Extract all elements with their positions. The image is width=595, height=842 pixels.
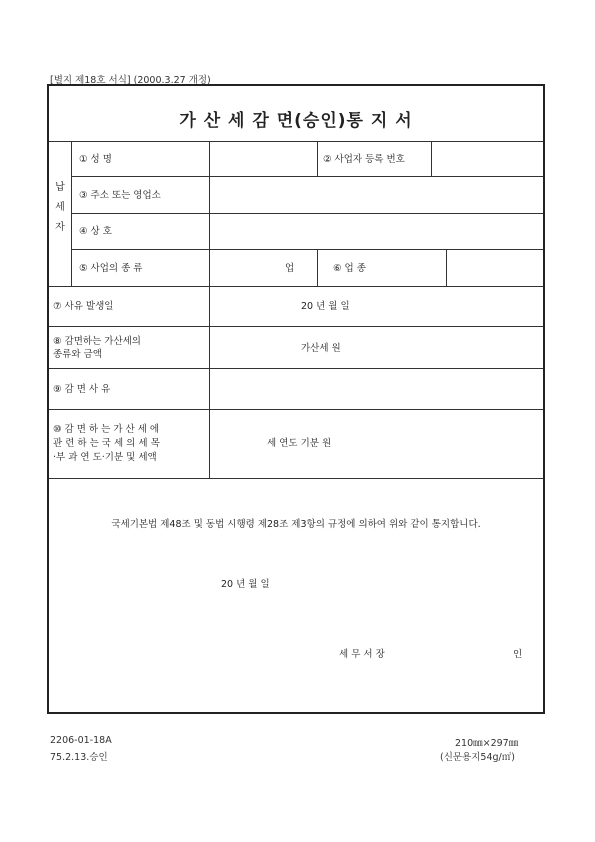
exempt-kind-value: 가산세 원	[301, 343, 341, 354]
exempt-kind-label-line2: 종류와 금액	[53, 349, 102, 360]
footer-approval: 75.2.13.승인	[50, 752, 108, 763]
address-label: ③ 주소 또는 영업소	[79, 190, 161, 201]
rule	[49, 478, 543, 479]
exempt-kind-label-line1: ⑧ 감면하는 가산세의	[53, 336, 141, 347]
taxpayer-char: 세	[55, 202, 65, 213]
rule	[49, 409, 543, 410]
related-tax-label-line3: ·부 과 연 도·기분 및 세액	[53, 452, 157, 463]
footer-form-code: 2206-01-18A	[50, 735, 112, 746]
rule	[446, 249, 447, 286]
taxpayer-char: 납	[55, 182, 65, 193]
rule	[71, 176, 543, 177]
name-label: ① 성 명	[79, 154, 112, 165]
reason-date-label: ⑦ 사유 발생일	[53, 301, 114, 312]
business-no-label: ② 사업자 등록 번호	[323, 154, 405, 165]
notice-statement: 국세기본법 제48조 및 동법 시행령 제28조 제3항의 규정에 의하여 위와 같이 통지합니다.	[111, 519, 481, 530]
rule	[71, 249, 543, 250]
business-type-label: ⑤ 사업의 종 류	[79, 263, 143, 274]
signer-title: 세 무 서 장	[339, 649, 385, 660]
item-label: ⑥ 업 종	[333, 263, 366, 274]
form-title: 가 산 세 감 면(승인)통 지 서	[179, 111, 413, 131]
footer-paper-type: (신문용지54g/㎡)	[440, 752, 515, 763]
rule	[317, 249, 318, 286]
taxpayer-label	[49, 178, 71, 238]
trade-name-label: ④ 상 호	[79, 226, 112, 237]
taxpayer-char: 자	[55, 222, 65, 233]
related-tax-label-line1: ⑩ 감 면 하 는 가 산 세 에	[53, 424, 160, 435]
form-reference-note: [별지 제18호 서식] (2000.3.27 개정)	[50, 75, 211, 86]
rule	[49, 368, 543, 369]
rule	[49, 286, 543, 287]
related-tax-value: 세 연도 기분 원	[267, 438, 332, 449]
rule	[209, 141, 210, 478]
related-tax-label-line2: 관 련 하 는 국 세 의 세 목	[53, 438, 160, 449]
rule	[71, 213, 543, 214]
notice-form	[47, 84, 545, 714]
seal-mark: 인	[513, 649, 523, 660]
business-type-suffix: 업	[285, 263, 295, 274]
footer-paper-size: 210㎜×297㎜	[455, 738, 519, 749]
reason-date-value: 20 년 월 일	[301, 301, 350, 312]
rule	[71, 141, 72, 286]
notice-date: 20 년 월 일	[221, 579, 270, 590]
exempt-reason-label: ⑨ 감 면 사 유	[53, 384, 111, 395]
rule	[49, 326, 543, 327]
rule	[49, 141, 543, 142]
rule	[317, 141, 318, 176]
